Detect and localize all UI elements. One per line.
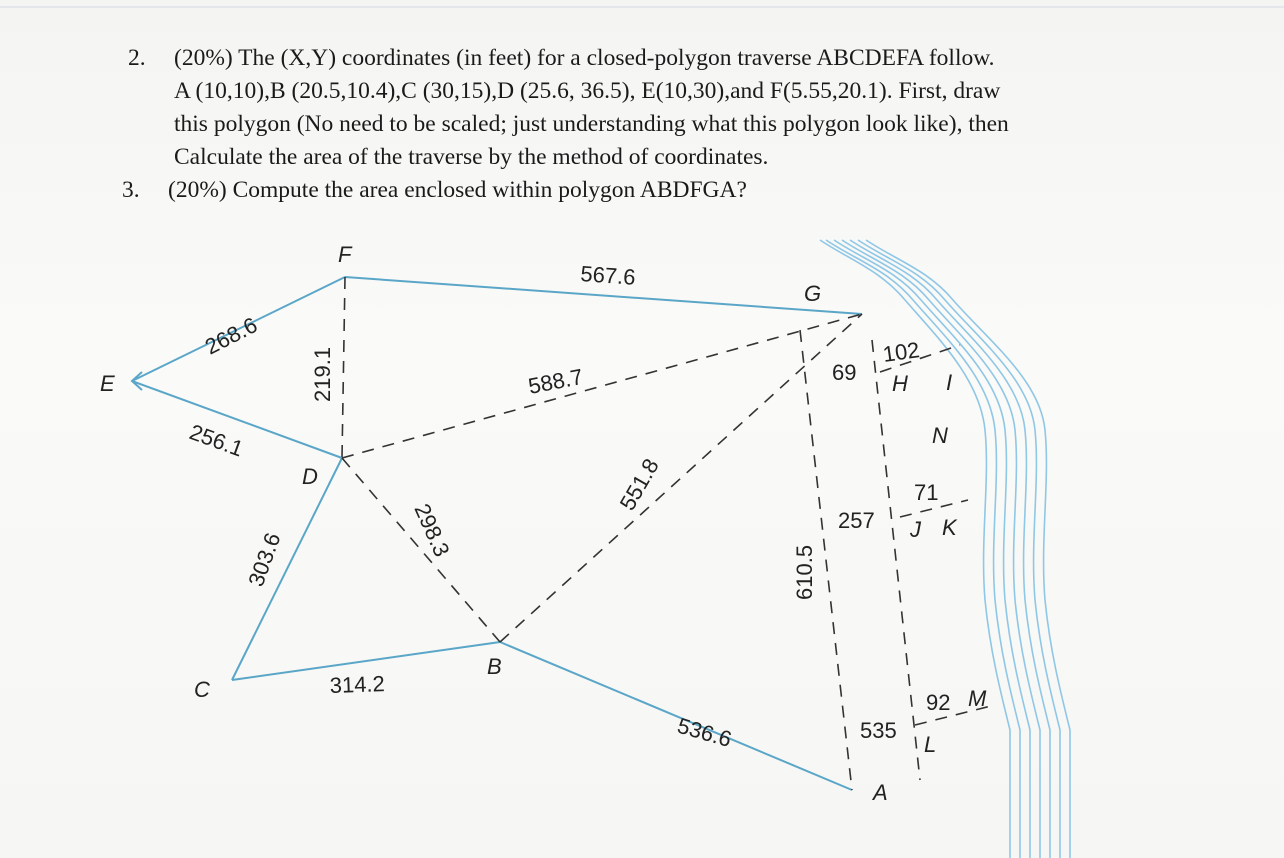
- dist-GA: 610.5: [792, 544, 817, 600]
- problem-line: (20%) The (X,Y) coordinates (in feet) for a closed-polygon traverse ABCDEFA follow.: [174, 45, 995, 71]
- dist-CB: 314.2: [329, 671, 386, 698]
- label-A: A: [873, 780, 888, 805]
- label-B: B: [487, 654, 502, 679]
- problem-line: A (10,10),B (20.5,10.4),C (30,15),D (25.6, 36.5), E(10,30),and F(5.55,20.1). First, draw: [174, 78, 1001, 104]
- label-I: I: [946, 370, 953, 395]
- label-L: L: [924, 732, 937, 757]
- line-DG: [342, 314, 862, 458]
- label-M: M: [968, 686, 987, 711]
- label-F: F: [338, 242, 352, 267]
- line-DB: [342, 458, 500, 642]
- traverse-lines: [132, 277, 862, 790]
- offset-baseline: [872, 340, 920, 780]
- problem-line: Calculate the area of the traverse by the method of coordinates.: [174, 144, 769, 170]
- dist-H-offset: 69: [832, 360, 857, 385]
- traverse-figure: [0, 220, 1284, 858]
- problem-number: 2.: [128, 45, 146, 71]
- dist-DB: 298.3: [409, 499, 455, 561]
- line-FD: [342, 277, 345, 458]
- dist-BG: 551.8: [614, 454, 664, 515]
- label-D: D: [302, 464, 318, 489]
- label-K: K: [942, 515, 957, 540]
- dist-FD: 219.1: [310, 346, 335, 402]
- dist-BA: 536.6: [674, 712, 735, 752]
- label-H: H: [892, 371, 908, 396]
- line-BA: [500, 642, 852, 790]
- river-shore: [820, 240, 1070, 858]
- label-E: E: [100, 371, 115, 396]
- label-N: N: [932, 423, 948, 448]
- label-G: G: [804, 281, 822, 306]
- dist-LM: 92: [926, 690, 951, 715]
- problem-number: 3.: [122, 177, 140, 203]
- dist-CD: 303.6: [243, 529, 286, 590]
- top-border: [0, 6, 1284, 8]
- problem-2: [128, 42, 1138, 174]
- dist-J-offset: 257: [838, 508, 875, 533]
- dist-L-offset: 535: [860, 718, 897, 743]
- dist-FG: 567.6: [579, 261, 637, 290]
- dist-DG: 588.7: [526, 363, 586, 399]
- label-J: J: [910, 517, 921, 542]
- problem-3: [122, 174, 747, 207]
- dist-EF: 268.6: [200, 312, 262, 360]
- problem-line: (20%) Compute the area enclosed within polygon ABDFGA?: [168, 177, 747, 203]
- problem-line: this polygon (No need to be scaled; just understanding what this polygon look like), then: [174, 111, 1009, 137]
- dist-HI: 102: [881, 337, 922, 367]
- label-C: C: [194, 677, 210, 702]
- dist-JK: 71: [914, 480, 939, 505]
- dist-ED: 256.1: [186, 419, 247, 462]
